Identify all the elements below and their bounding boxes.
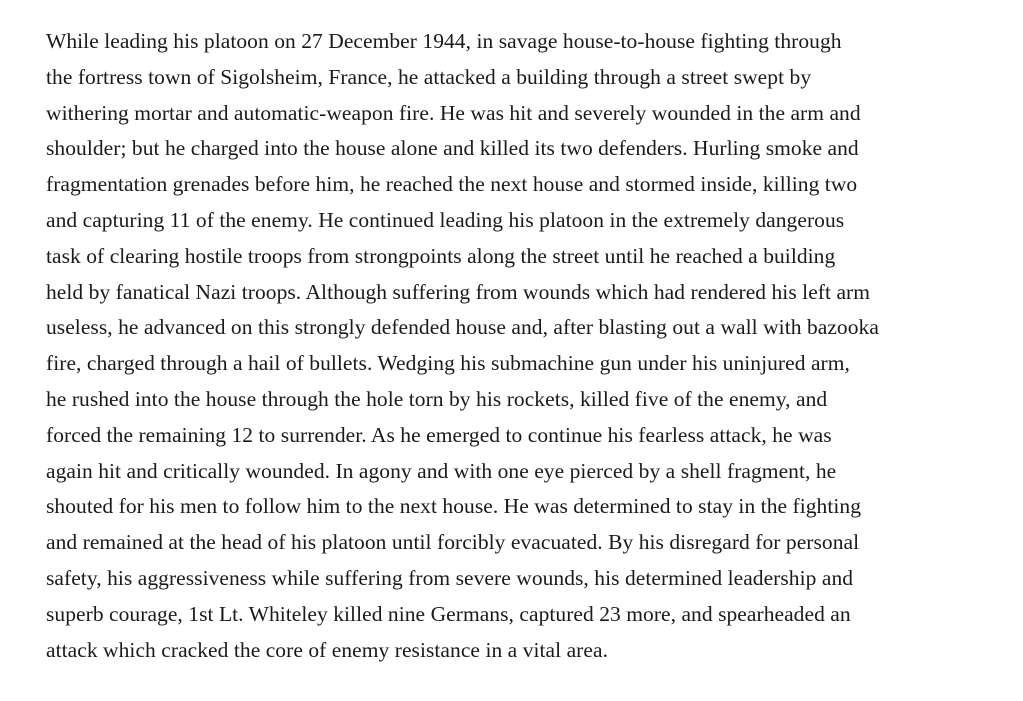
citation-paragraph <box>46 24 1006 668</box>
text-line: and remained at the head of his platoon until forcibly evacuated. By his disregard for personal <box>46 530 860 555</box>
text-line: attack which cracked the core of enemy resistance in a vital area. <box>46 637 609 662</box>
text-line: While leading his platoon on 27 December 1944, in savage house-to-house fighting through <box>46 29 842 53</box>
text-line: forced the remaining 12 to surrender. As he emerged to continue his fearless attack, he was <box>46 422 832 447</box>
text-line: fire, charged through a hail of bullets. Wedging his submachine gun under his uninjured arm, <box>46 351 850 376</box>
text-line: held by fanatical Nazi troops. Although suffering from wounds which had rendered his left arm <box>46 279 871 304</box>
text-line: fragmentation grenades before him, he reached the next house and stormed inside, killing two <box>46 172 858 197</box>
text-line: safety, his aggressiveness while suffering from severe wounds, his determined leadership and <box>46 565 854 590</box>
text-line: the fortress town of Sigolsheim, France, he attacked a building through a street swept by <box>46 64 812 89</box>
citation-text <box>46 24 1006 668</box>
text-line: shouted for his men to follow him to the next house. He was determined to stay in the fighting <box>46 494 861 519</box>
text-line: and capturing 11 of the enemy. He continued leading his platoon in the extremely dangerous <box>46 207 845 232</box>
text-line: superb courage, 1st Lt. Whiteley killed nine Germans, captured 23 more, and spearheaded an <box>46 601 851 626</box>
text-line: again hit and critically wounded. In agony and with one eye pierced by a shell fragment, he <box>46 458 837 483</box>
text-line: shoulder; but he charged into the house alone and killed its two defenders. Hurling smoke and <box>46 136 859 161</box>
text-line: useless, he advanced on this strongly defended house and, after blasting out a wall with bazooka <box>46 315 879 340</box>
text-line: task of clearing hostile troops from strongpoints along the street until he reached a building <box>46 243 836 268</box>
text-line: he rushed into the house through the hole torn by his rockets, killed five of the enemy, and <box>46 386 828 411</box>
text-line: withering mortar and automatic-weapon fire. He was hit and severely wounded in the arm and <box>46 100 861 125</box>
